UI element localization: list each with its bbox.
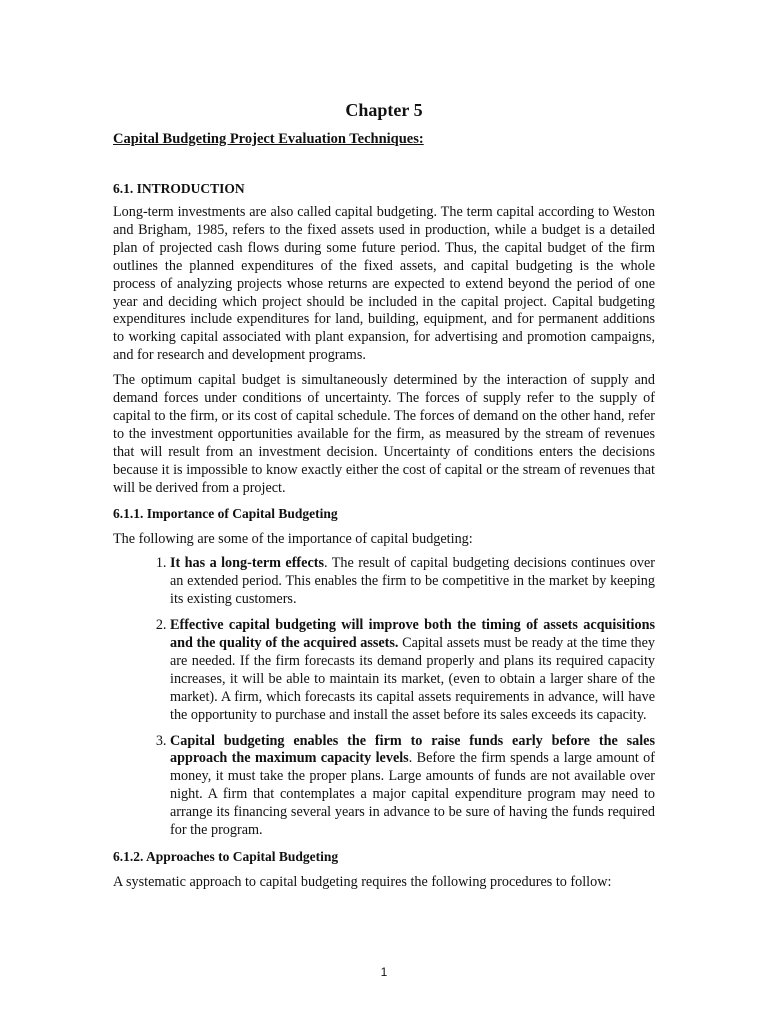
list-item-bold: Effective capital budgeting will improve both the timing of assets acquisitions and the quality of the acquired assets. <box>170 617 655 652</box>
approaches-heading: 6.1.2. Approaches to Capital Budgeting <box>113 849 339 864</box>
page-number: 1 <box>380 965 388 979</box>
chapter-title: Chapter 5 <box>345 100 423 120</box>
importance-lead: The following are some of the importance of capital budgeting: <box>113 530 473 547</box>
list-item <box>170 733 655 840</box>
intro-paragraph-1: Long-term investments are also called capital budgeting. The term capital according to Weston and Brigham, 1985, refers to the fixed assets used in production, while a budget is a detailed plan of projected cash flows during some future period. Thus, the capital budget of the firm outlines the planned expenditures of the fixed assets, and capital budgeting is the whole process of analyzing projects whose returns are expected to extend beyond the period of one year and deciding which project should be included in the capital project. Capital budgeting expenditures include expenditures for land, building, equipment, and for permanent additions to working capital associated with plant expansion, for advertising and promotion campaigns, and for research and development programs. <box>113 204 655 364</box>
list-item-text: . The result of capital budgeting decisions continues over an extended period. This enables the firm to be competitive in the market by keeping its existing customers. <box>170 555 655 608</box>
importance-heading: 6.1.1. Importance of Capital Budgeting <box>113 505 338 521</box>
document-body <box>113 204 655 899</box>
list-item-bold: It has a long-term effects <box>170 555 324 572</box>
section-subtitle: Capital Budgeting Project Evaluation Techniques: <box>113 131 424 147</box>
list-item-bold: Capital budgeting enables the firm to raise funds early before the sales approach the maximum capacity levels <box>170 732 655 767</box>
list-item <box>170 617 655 724</box>
intro-paragraph-2: The optimum capital budget is simultaneously determined by the interaction of supply and demand forces under conditions of uncertainty. The forces of supply refer to the supply of capital to the firm, or its cost of capital schedule. The forces of demand on the other hand, refer to the investment opportunities available for the firm, as measured by the stream of revenues that will result from an investment decision. Uncertainty of conditions enters the decisions because it is impossible to know exactly either the cost of capital or the stream of revenues that will be derived from a project. <box>113 372 655 496</box>
list-item-text: . Before the firm spends a large amount of money, it must take the proper plans. Large amounts of funds are not available over night. A firm that contemplates a major capital expenditure program may need to arrange its financing several years in advance to be sure of having the funds required for the program. <box>170 750 655 839</box>
introduction-heading: 6.1. INTRODUCTION <box>113 181 245 196</box>
list-item <box>170 555 655 609</box>
importance-list <box>113 555 655 840</box>
list-item-text: Capital assets must be ready at the time they are needed. If the firm forecasts its demand properly and plans its required capacity increases, it will be able to maintain its market, (even to obtain a larger share of the market). A firm, which forecasts its capital assets requirements in advance, will have the opportunity to purchase and install the asset before its sales exceeds its capacity. <box>170 635 655 723</box>
approaches-lead: A systematic approach to capital budgeting requires the following procedures to follow: <box>113 874 612 890</box>
